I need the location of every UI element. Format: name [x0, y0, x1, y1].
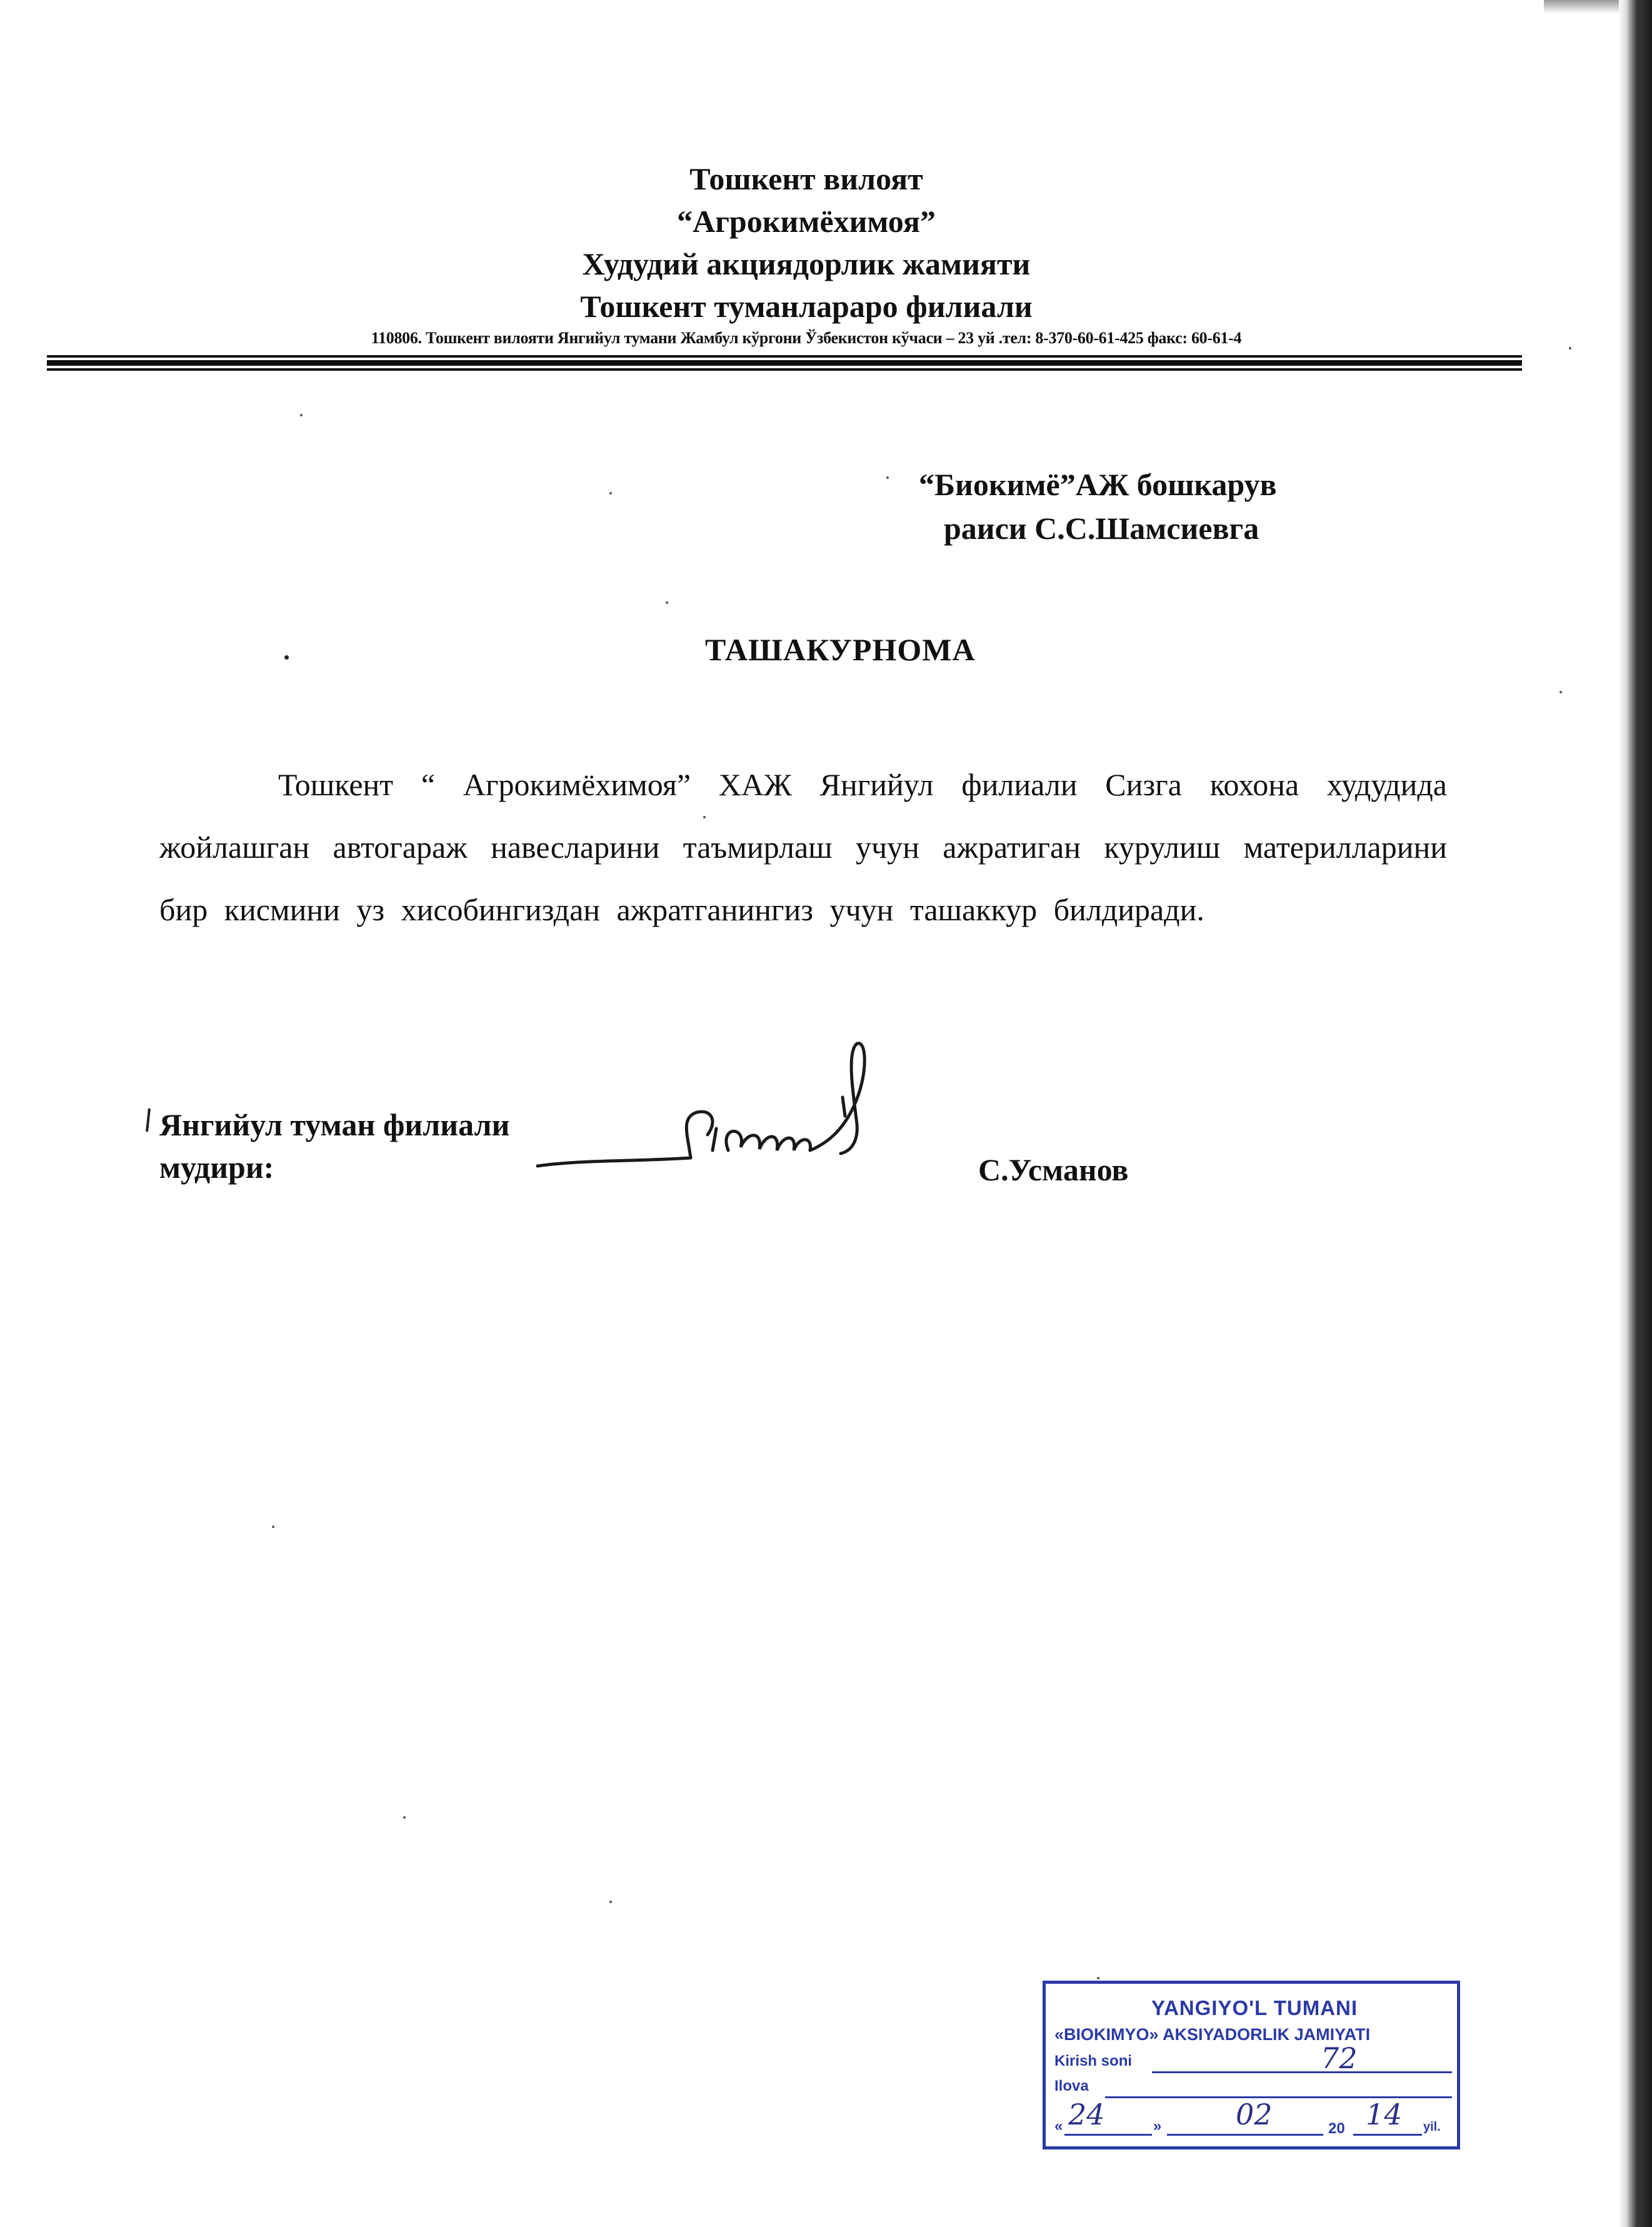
scan-speck [1097, 1977, 1099, 1979]
stamp-month-line [1167, 2134, 1323, 2136]
stamp-date-row [1054, 2098, 1454, 2144]
scan-speck [886, 476, 889, 479]
scan-speck [609, 492, 612, 495]
stamp-quote-close: » [1153, 2118, 1162, 2134]
stamp-ilova-label: Ilova [1054, 2078, 1089, 2094]
stamp-year-suffix: yil. [1423, 2120, 1441, 2134]
scan-speck [272, 1526, 274, 1528]
signer-name: С.Усманов [978, 1152, 1129, 1187]
stamp-kirish-line [1152, 2071, 1452, 2073]
stamp-year-prefix: 20 [1328, 2120, 1345, 2137]
signer-position: Янгийул туман филиали [159, 1107, 510, 1142]
scan-speck [666, 601, 668, 604]
stamp-year: 14 [1366, 2098, 1403, 2131]
stamp-kirish-value: 72 [1321, 2041, 1358, 2075]
scan-speck [403, 1816, 406, 1819]
document-title: ТАШАКУРНОМА [705, 632, 976, 667]
scan-speck [1569, 347, 1571, 349]
scan-speck [703, 816, 706, 818]
scan-speck [300, 414, 303, 416]
signer-position-suffix: мудири: [159, 1150, 274, 1185]
stamp-year-line [1353, 2134, 1422, 2136]
stamp-month: 02 [1236, 2098, 1273, 2131]
letterhead-company: “Агрокимёхимоя” [677, 204, 936, 239]
scan-edge-top [1544, 0, 1619, 14]
scan-edge [1618, 0, 1652, 2227]
stamp-kirish-label: Kirish soni [1054, 2053, 1133, 2069]
addressee-organization: “Биокимё”АЖ бошкарув [919, 467, 1277, 502]
scan-mark [141, 1105, 159, 1137]
stamp-quote-open: « [1054, 2118, 1063, 2134]
body-paragraph: Тошкент “ Агрокимёхимоя” ХАЖ Янгийул филиали Сизга кохона худудида жойлашган автогараж навесларини таъмирлаш учун ажратиган курулиш материлларини бир кисмини уз хисобингиздан ажратганингиз учун ташаккур билдиради. [159, 767, 1447, 927]
stamp-district: YANGIYO'L TUMANI [1151, 1996, 1358, 2019]
letterhead-address: 110806. Тошкент вилояти Янгийул тумани Жамбул кўргони Ўзбекистон кўчаси – 23 уй .тел: 8-370-60-61-425 факс: 60-61-4 [371, 329, 1242, 347]
letterhead-rule-thin [47, 355, 1522, 358]
letterhead-rule-thick [47, 360, 1522, 366]
letterhead-company-type: Худудий акциядорлик жамияти [582, 246, 1031, 281]
stamp-day: 24 [1068, 2098, 1105, 2131]
scan-speck [284, 655, 289, 660]
handwritten-signature [531, 1025, 894, 1188]
stamp-organization: «BIOKIMYO» AKSIYADORLIK JAMIYATI [1054, 2025, 1371, 2044]
letterhead-region: Тошкент вилоят [689, 161, 923, 196]
addressee-person: раиси С.С.Шамсиевга [944, 511, 1259, 546]
scan-speck [609, 1901, 612, 1903]
letterhead-rule-thin-lower [47, 368, 1522, 371]
scan-speck [1559, 691, 1562, 693]
registration-stamp [1043, 1981, 1460, 2149]
stamp-day-line [1064, 2134, 1152, 2136]
letterhead-branch: Тошкент туманлараро филиали [580, 289, 1033, 324]
